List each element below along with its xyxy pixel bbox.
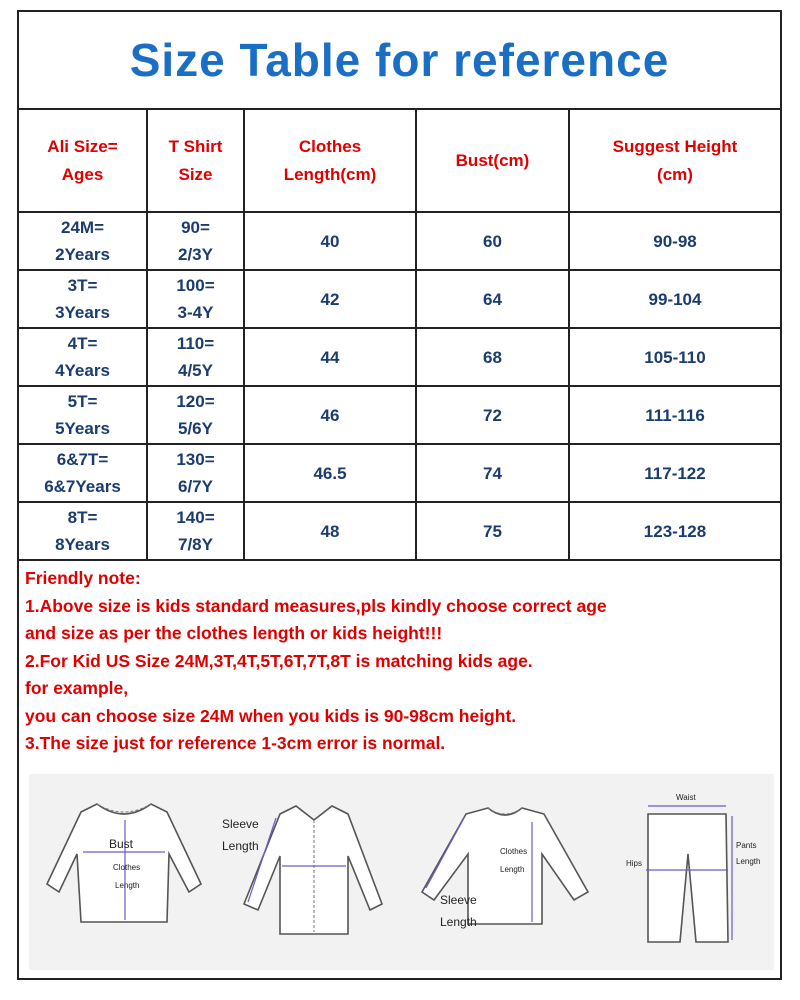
note-line: 1.Above size is kids standard measures,pls kindly choose correct age [25, 595, 607, 616]
clothes-length-label: Length [115, 881, 140, 890]
cell-ali-size: 6&7T= 6&7Years [19, 444, 147, 502]
pants-length-label: Pants [736, 841, 757, 850]
header-tshirt-size: T Shirt Size [147, 110, 244, 212]
table-row [19, 444, 780, 502]
cell-ali-size: 8T= 8Years [19, 502, 147, 560]
cell-tshirt-size: 140= 7/8Y [147, 502, 244, 560]
cell-height: 105-110 [569, 328, 780, 386]
header-ali-size: Ali Size= Ages [19, 110, 147, 212]
table-row [19, 502, 780, 560]
cell-tshirt-size: 100= 3-4Y [147, 270, 244, 328]
clothes-length-label: Length [500, 865, 525, 874]
tshirt-diagram [39, 774, 209, 970]
friendly-notes [19, 561, 780, 758]
cell-clothes-length: 42 [244, 270, 416, 328]
cell-tshirt-size: 110= 4/5Y [147, 328, 244, 386]
cell-tshirt-size: 90= 2/3Y [147, 212, 244, 270]
size-chart [17, 10, 782, 980]
cell-tshirt-size: 130= 6/7Y [147, 444, 244, 502]
note-line: 3.The size just for reference 1-3cm error is normal. [25, 733, 446, 753]
cell-bust: 60 [416, 212, 569, 270]
size-table [19, 110, 780, 561]
title-banner [19, 12, 780, 110]
pants-diagram [614, 774, 769, 970]
note-line: for example, [25, 678, 129, 698]
sleeve-length-label: Sleeve [222, 817, 259, 831]
header-bust: Bust(cm) [416, 110, 569, 212]
cell-height: 99-104 [569, 270, 780, 328]
cell-height: 117-122 [569, 444, 780, 502]
cell-bust: 72 [416, 386, 569, 444]
cell-clothes-length: 40 [244, 212, 416, 270]
table-row [19, 212, 780, 270]
cell-ali-size: 5T= 5Years [19, 386, 147, 444]
cell-clothes-length: 44 [244, 328, 416, 386]
cell-height: 90-98 [569, 212, 780, 270]
header-clothes-length: Clothes Length(cm) [244, 110, 416, 212]
waist-label: Waist [676, 793, 696, 802]
bust-label: Bust [109, 837, 134, 851]
cell-ali-size: 3T= 3Years [19, 270, 147, 328]
table-header-row [19, 110, 780, 212]
table-row [19, 270, 780, 328]
sleeve-length-label: Sleeve [440, 893, 477, 907]
cell-clothes-length: 48 [244, 502, 416, 560]
cell-ali-size: 24M= 2Years [19, 212, 147, 270]
table-row [19, 386, 780, 444]
header-suggest-height: Suggest Height (cm) [569, 110, 780, 212]
cell-clothes-length: 46.5 [244, 444, 416, 502]
clothes-length-label: Clothes [113, 863, 141, 872]
page-title: Size Table for reference [129, 34, 670, 86]
cell-bust: 75 [416, 502, 569, 560]
cell-tshirt-size: 120= 5/6Y [147, 386, 244, 444]
note-line: you can choose size 24M when you kids is 90-98cm height. [25, 705, 517, 726]
cell-height: 123-128 [569, 502, 780, 560]
cell-ali-size: 4T= 4Years [19, 328, 147, 386]
pants-length-label: Length [736, 857, 761, 866]
shirt-diagram [214, 774, 389, 970]
cell-bust: 64 [416, 270, 569, 328]
hips-label: Hips [626, 859, 643, 868]
cell-height: 111-116 [569, 386, 780, 444]
clothes-length-label: Clothes [500, 847, 528, 856]
measurement-diagrams [29, 774, 774, 970]
cell-clothes-length: 46 [244, 386, 416, 444]
cell-bust: 68 [416, 328, 569, 386]
note-line: and size as per the clothes length or kids height!!! [25, 623, 443, 643]
table-row [19, 328, 780, 386]
sleeve-length-label: Length [440, 915, 477, 929]
sleeve-length-label: Length [222, 839, 259, 853]
note-line: 2.For Kid US Size 24M,3T,4T,5T,6T,7T,8T is matching kids age. [25, 650, 533, 671]
sweater-diagram [414, 774, 599, 970]
note-heading: Friendly note: [25, 568, 141, 588]
cell-bust: 74 [416, 444, 569, 502]
